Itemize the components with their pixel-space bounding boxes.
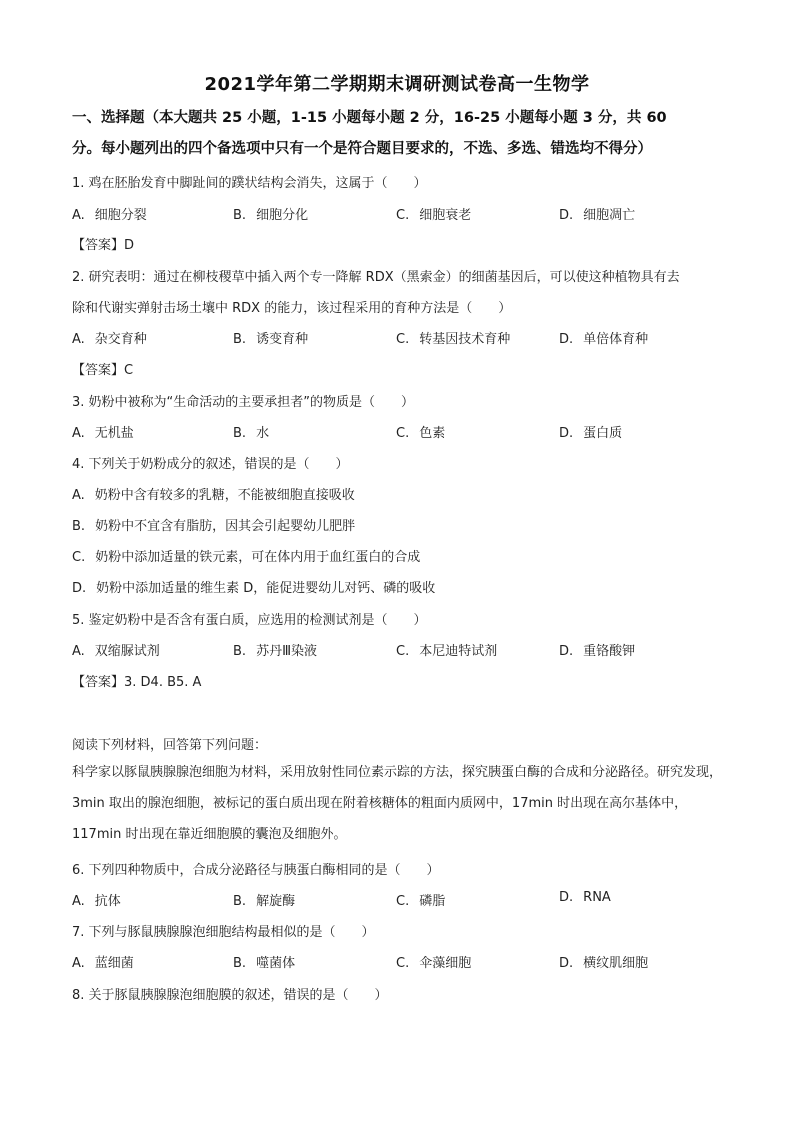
answer-3-5: 【答案】3. D4. B5. A [72,675,202,690]
option-d: D. RNA [559,890,611,905]
option-b: B. 水 [233,426,270,441]
option-c: C. 磷脂 [396,894,446,909]
option-c: C. 伞藻细胞 [396,956,472,971]
question-7-options [72,952,732,972]
option-a: A. 双缩脲试剂 [72,644,160,659]
option-b: B. 诱变育种 [233,332,309,347]
option-d: D. 细胞凋亡 [559,208,636,223]
option-c: C. 转基因技术育种 [396,332,511,347]
question-6: 6. 下列四种物质中，合成分泌路径与胰蛋白酶相同的是（ ） [72,863,440,878]
question-7: 7. 下列与豚鼠胰腺腺泡细胞结构最相似的是（ ） [72,925,375,940]
option-a: A. 蓝细菌 [72,956,134,971]
answer-1: 【答案】D [72,238,135,253]
question-2-line-1: 2. 研究表明：通过在柳枝稷草中插入两个专一降解 RDX（黑索金）的细菌基因后，可以使这种植物具有去 [72,270,680,285]
reading-intro: 阅读下列材料，回答第下列问题： [72,738,268,753]
question-4-option-d: D. 奶粉中添加适量的维生素 D，能促进婴幼儿对钙、磷的吸收 [72,581,436,596]
question-8: 8. 关于豚鼠胰腺腺泡细胞膜的叙述，错误的是（ ） [72,988,388,1003]
question-2-options [72,328,732,348]
reading-paragraph: 科学家以豚鼠胰腺腺泡细胞为材料，采用放射性同位素示踪的方法，探究胰蛋白酶的合成和分泌路径。研究发现，3min 取出的腺泡细胞，被标记的蛋白质出现在附着核糖体的粗面内质网中，17min 时出现在高尔基体中，117min 时出现在靠近细胞膜的囊泡及细胞外。 [72,765,723,842]
option-b: B. 细胞分化 [233,208,309,223]
option-c: C. 色素 [396,426,446,441]
question-2-line-2: 除和代谢实弹射击场土壤中 RDX 的能力，该过程采用的育种方法是（ ） [72,301,512,316]
section-heading-line-2: 分。每小题列出的四个备选项中只有一个是符合题目要求的，不选、多选、错选均不得分） [72,141,652,157]
option-c: C. 本尼迪特试剂 [396,644,498,659]
question-4-option-b: B. 奶粉中不宜含有脂肪，因其会引起婴幼儿肥胖 [72,519,356,534]
question-4-option-a: A. 奶粉中含有较多的乳糖，不能被细胞直接吸收 [72,488,355,503]
option-a: A. 杂交育种 [72,332,147,347]
question-3: 3. 奶粉中被称为“生命活动的主要承担者”的物质是（ ） [72,395,415,410]
option-b: B. 解旋酶 [233,894,296,909]
question-5: 5. 鉴定奶粉中是否含有蛋白质，应选用的检测试剂是（ ） [72,613,427,628]
option-b: B. 噬菌体 [233,956,296,971]
option-d: D. 横纹肌细胞 [559,956,649,971]
page-title: 2021学年第二学期期末调研测试卷高一生物学 [204,74,590,95]
section-heading [72,103,732,165]
answer-2: 【答案】C [72,363,134,378]
question-3-options [72,422,732,442]
question-1: 1. 鸡在胚胎发育中脚趾间的蹼状结构会消失，这属于（ ） [72,176,427,191]
option-d: D. 重铬酸钾 [559,644,636,659]
option-a: A. 细胞分裂 [72,208,147,223]
option-a: A. 抗体 [72,894,121,909]
question-4: 4. 下列关于奶粉成分的叙述，错误的是（ ） [72,457,349,472]
option-b: B. 苏丹Ⅲ染液 [233,644,318,659]
option-c: C. 细胞衰老 [396,208,472,223]
question-1-options [72,204,732,224]
option-d: D. 蛋白质 [559,426,623,441]
option-a: A. 无机盐 [72,426,134,441]
question-6-options [72,890,732,910]
question-4-option-c: C. 奶粉中添加适量的铁元素，可在体内用于血红蛋白的合成 [72,550,421,565]
option-d: D. 单倍体育种 [559,332,649,347]
section-heading-line-1: 一、选择题（本大题共 25 小题，1-15 小题每小题 2 分，16-25 小题每小题 3 分，共 60 [72,110,667,126]
question-5-options [72,640,732,660]
